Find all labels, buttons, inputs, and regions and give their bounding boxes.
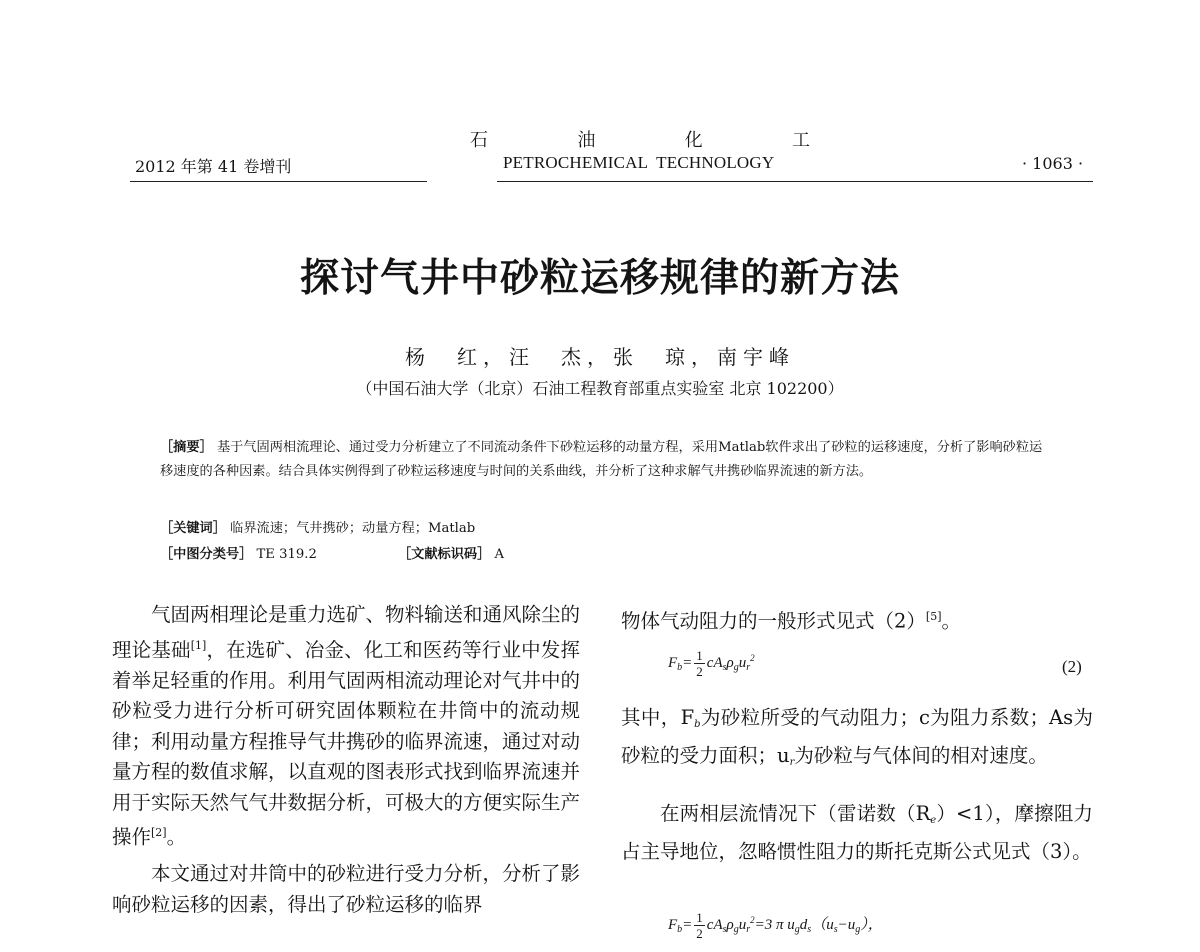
page-number: · 1063 ·	[1022, 154, 1084, 173]
equation-2: $F_b=$ $\frac{1}{2}$ $cA_s\rho_gu_r^2$	[668, 648, 755, 679]
document-id-label: ［文献标识码］	[398, 547, 491, 562]
eq-symbol: （u	[811, 916, 834, 933]
text-subscript: e	[930, 815, 937, 826]
eq-subscript: s	[722, 661, 727, 673]
paragraph: 本文通过对井筒中的砂粒进行受力分析，分析了影响砂粒运移的因素，得出了砂粒运移的临界	[112, 862, 581, 916]
body-column-left	[112, 600, 580, 920]
eq-symbol: ρ	[726, 654, 734, 671]
text-run: 在两相层流情况下（雷诺数（R	[660, 802, 931, 825]
header-rule-right	[497, 181, 1093, 182]
text-run: 为砂粒所受的气动阻力；c为阻力系数；As为砂粒的受力面积；u	[621, 706, 1093, 767]
paper-authors: 杨 红，汪 杰，张 琼，南宇峰	[405, 345, 795, 369]
citation: [5]	[925, 610, 942, 623]
journal-name-en: PETROCHEMICAL TECHNOLOGY	[503, 153, 775, 172]
text-run: ）<1），摩擦阻力占主导地位，忽略惯性阻力的斯托克斯公式见式（3）。	[621, 802, 1093, 863]
paper-affiliation: （中国石油大学（北京）石油工程教育部重点实验室 北京 102200）	[356, 379, 844, 398]
eq-symbol: F	[668, 654, 678, 671]
body-line	[621, 602, 1093, 637]
eq-symbol: cA	[706, 916, 723, 933]
body-paragraph	[621, 703, 1093, 778]
eq-denominator: 2	[696, 664, 703, 679]
text-run: 为砂粒与气体间的相对速度。	[794, 743, 1048, 767]
eq-subscript: g	[733, 923, 739, 935]
text-run: 其中，F	[621, 706, 695, 729]
document-id-line	[398, 543, 504, 562]
eq-subscript: s	[833, 923, 838, 935]
classification-label: ［中图分类号］	[160, 547, 253, 562]
eq-symbol: u	[738, 654, 747, 671]
eq-symbol: F	[668, 916, 678, 933]
classification-line	[160, 543, 317, 562]
eq-symbol: −u	[837, 916, 856, 933]
header-rule-left	[130, 181, 427, 182]
citation: [1]	[190, 638, 207, 652]
eq-fraction	[694, 648, 705, 679]
text-run: ，在选矿、冶金、化工和医药等行业中发挥着举足轻重的作用。利用气固两相流动理论对气井中的砂粒受力进行分析可研究固体颗粒在井筒中的流动规律；利用动量方程推导气井携砂的临界流速，通过对动量方程的数值求解，以直观的图表形式找到临界流速并用于实际天然气气井数据分析，可极大的方便实际生产操作	[112, 638, 581, 849]
eq-numerator: 1	[696, 648, 703, 663]
text-run: 物体气动阻力的一般形式见式（2）	[621, 609, 926, 633]
document-id-value: A	[494, 547, 505, 562]
keywords-line	[160, 517, 475, 536]
eq-subscript: r	[746, 923, 751, 935]
eq-fraction	[694, 910, 705, 941]
eq-subscript: s	[807, 923, 812, 935]
abstract	[160, 436, 1055, 483]
keywords-value: 临界流速；气井携砂；动量方程；Matlab	[230, 521, 476, 536]
text-run: 。	[166, 825, 187, 849]
journal-char: 化	[684, 130, 703, 151]
issue-label: 2012 年第 41 卷增刊	[135, 157, 292, 176]
eq-superscript: 2	[750, 914, 755, 925]
journal-char: 工	[791, 130, 810, 151]
eq-symbol: ），	[860, 916, 883, 933]
text-subscript: r	[789, 756, 795, 768]
eq-symbol: =3 π u	[754, 916, 795, 933]
journal-char: 油	[577, 130, 596, 151]
eq-subscript: g	[855, 923, 861, 935]
equation-3: $F_b=$ $\frac{1}{2}$ $cA_s\rho_gu_r^2=3$ π $u_gd_s(u_s-u_g)$，	[668, 910, 883, 941]
eq-symbol: ρ	[726, 916, 734, 933]
paragraph	[621, 703, 1093, 778]
paper-title: 探讨气井中砂粒运移规律的新方法	[299, 256, 900, 301]
eq-symbol: u	[738, 916, 747, 933]
eq-subscript: r	[746, 661, 751, 673]
eq-subscript: s	[722, 923, 727, 935]
journal-name-cn	[470, 126, 810, 152]
eq-denominator: 2	[696, 926, 703, 941]
paragraph	[621, 799, 1093, 867]
eq-subscript: b	[677, 923, 683, 935]
abstract-label: ［摘要］	[160, 440, 213, 455]
classification-value: TE 319.2	[256, 547, 317, 562]
eq-numerator: 1	[696, 910, 703, 925]
eq-subscript: b	[677, 661, 683, 673]
eq-symbol: d	[799, 916, 808, 933]
abstract-text: 基于气固两相流理论、通过受力分析建立了不同流动条件下砂粒运移的动量方程，采用Matlab软件求出了砂粒的运移速度，分析了影响砂粒运移速度的各种因素。结合具体实例得到了砂粒运移速度与时间的关系曲线，并分析了这种求解气井携砂临界流速的新方法。	[160, 440, 1043, 479]
paragraph	[112, 600, 580, 853]
keywords-label: ［关键词］	[160, 521, 226, 536]
citation: [2]	[151, 826, 167, 839]
text-subscript: b	[694, 719, 701, 730]
equation-number: (2)	[1062, 657, 1082, 676]
text-run: 。	[941, 609, 962, 633]
eq-subscript: g	[733, 661, 739, 673]
body-paragraph	[621, 799, 1093, 867]
eq-symbol: cA	[706, 654, 723, 671]
eq-subscript: g	[794, 923, 800, 935]
journal-char: 石	[470, 130, 488, 151]
eq-superscript: 2	[750, 652, 755, 663]
text-run: 气固两相理论是重力选矿、物料输送和通风除尘的理论基础	[112, 603, 581, 661]
